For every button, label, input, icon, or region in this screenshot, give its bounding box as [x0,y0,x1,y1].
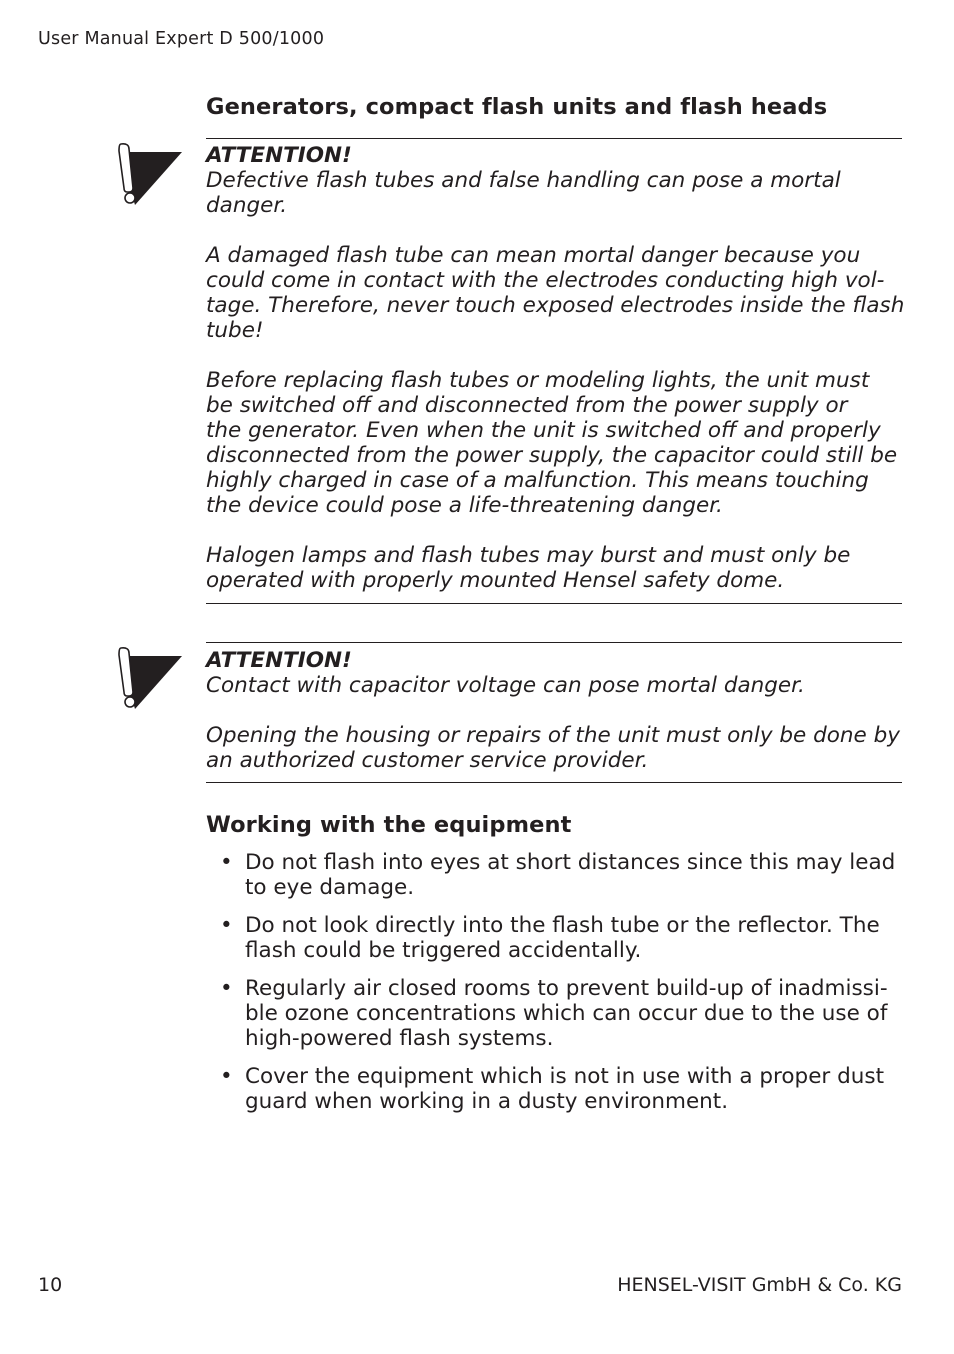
bullet-text-line: guard when working in a dusty environment. [245,1089,729,1114]
attention-label: ATTENTION! [206,143,352,168]
warning-text-line: Defective flash tubes and false handling can pose a mortal [206,168,841,193]
warning-text-line: highly charged in case of a malfunction. This means touching [206,468,869,493]
list-item [220,976,910,1051]
footer-company: HENSEL-VISIT GmbH & Co. KG [617,1274,902,1296]
bullet-text-line: to eye damage. [245,875,415,900]
warning-text-line: tage. Therefore, never touch exposed electrodes inside the flash [206,293,905,318]
bullet-text-line: Regularly air closed rooms to prevent build-up of inadmissi- [245,976,888,1001]
divider [206,138,902,139]
warning-text-line: A damaged flash tube can mean mortal danger because you [206,243,861,268]
divider [206,782,902,783]
list-item [220,1064,910,1114]
bullet-text-line: Do not look directly into the flash tube or the reflector. The [245,913,880,938]
bullet-icon: • [220,976,233,1001]
warning-text-line: tube! [206,318,264,343]
list-item [220,850,910,900]
warning-text-line: Opening the housing or repairs of the unit must only be done by [206,723,900,748]
warning-text-line: danger. [206,193,288,218]
divider [206,642,902,643]
warning-text-line: could come in contact with the electrodes conducting high vol- [206,268,885,293]
warning-exclamation-icon [104,143,182,205]
section-title-generators: Generators, compact flash units and flash heads [206,94,828,120]
document-header: User Manual Expert D 500/1000 [38,29,325,49]
bullet-text-line: flash could be triggered accidentally. [245,938,642,963]
attention-label: ATTENTION! [206,648,352,673]
page-number: 10 [38,1274,63,1296]
warning-text-line: the device could pose a life-threatening danger. [206,493,723,518]
bullet-text-line: ble ozone concentrations which can occur due to the use of [245,1001,888,1026]
warning-exclamation-icon [104,647,182,709]
safety-bullet-list [220,850,910,1127]
bullet-icon: • [220,1064,233,1089]
warning-text-line: be switched off and disconnected from the power supply or [206,393,848,418]
warning-text-line: operated with properly mounted Hensel safety dome. [206,568,785,593]
list-item [220,913,910,963]
bullet-text-line: Cover the equipment which is not in use with a proper dust [245,1064,885,1089]
warning-text-line: the generator. Even when the unit is switched off and properly [206,418,881,443]
warning-text-line: disconnected from the power supply, the capacitor could still be [206,443,898,468]
warning-block-flash-tubes [206,143,906,593]
bullet-text-line: high-powered flash systems. [245,1026,554,1051]
warning-text-line: Halogen lamps and flash tubes may burst and must only be [206,543,851,568]
bullet-icon: • [220,913,233,938]
warning-block-capacitor [206,648,906,773]
warning-text-line: Contact with capacitor voltage can pose mortal danger. [206,673,805,698]
section-title-working: Working with the equipment [206,812,572,838]
warning-text-line: Before replacing flash tubes or modeling lights, the unit must [206,368,870,393]
bullet-text-line: Do not flash into eyes at short distances since this may lead [245,850,896,875]
warning-text-line: an authorized customer service provider. [206,748,649,773]
divider [206,603,902,604]
bullet-icon: • [220,850,233,875]
